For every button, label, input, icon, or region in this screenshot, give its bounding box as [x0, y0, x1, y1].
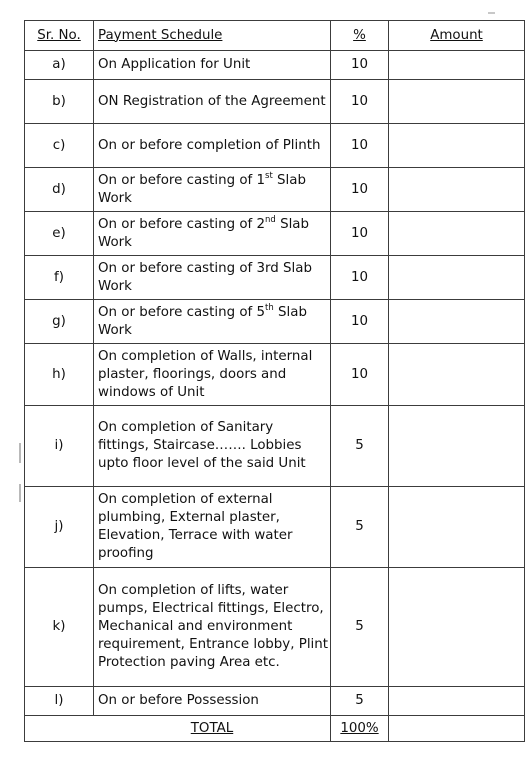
header-amount: Amount — [389, 21, 525, 51]
sr-cell: l) — [25, 687, 94, 716]
total-percent-cell — [331, 716, 389, 742]
header-payment-schedule: Payment Schedule — [94, 21, 331, 51]
description-text: On or before casting of 5 — [98, 304, 266, 320]
description-cell — [94, 168, 331, 212]
header-percent: % — [331, 21, 389, 51]
amount-cell — [389, 344, 525, 406]
table-row — [25, 344, 525, 406]
description-text: Slab Work — [98, 172, 306, 206]
table-row — [25, 300, 525, 344]
table-row — [25, 51, 525, 80]
description-cell: On or before Possession — [94, 687, 331, 716]
payment-schedule-table — [24, 20, 525, 742]
header-sr-no: Sr. No. — [25, 21, 94, 51]
percent-cell: 10 — [331, 124, 389, 168]
table-row — [25, 687, 525, 716]
percent-cell: 5 — [331, 487, 389, 568]
percent-cell: 10 — [331, 168, 389, 212]
percent-cell: 5 — [331, 406, 389, 487]
table-row — [25, 80, 525, 124]
percent-cell: 10 — [331, 212, 389, 256]
sr-cell: d) — [25, 168, 94, 212]
table-row — [25, 568, 525, 687]
scan-mark — [19, 443, 21, 463]
description-text: On or before casting of 1 — [98, 172, 266, 188]
total-label-cell — [25, 716, 331, 742]
amount-cell — [389, 80, 525, 124]
ordinal-suffix: th — [265, 302, 274, 313]
description-cell: On completion of external plumbing, External plaster, Elevation, Terrace with water proofing — [94, 487, 331, 568]
table-row — [25, 487, 525, 568]
table-row — [25, 256, 525, 300]
total-amount-cell — [389, 716, 525, 742]
table-row — [25, 406, 525, 487]
sr-cell: k) — [25, 568, 94, 687]
sr-cell: b) — [25, 80, 94, 124]
percent-cell: 5 — [331, 687, 389, 716]
sr-cell: i) — [25, 406, 94, 487]
amount-cell — [389, 168, 525, 212]
description-cell: On completion of lifts, water pumps, Electrical fittings, Electro, Mechanical and environment requirement, Entrance lobby, Plint Protection paving Area etc. — [94, 568, 331, 687]
percent-cell: 10 — [331, 256, 389, 300]
percent-cell: 10 — [331, 344, 389, 406]
sr-cell: g) — [25, 300, 94, 344]
description-cell: On or before completion of Plinth — [94, 124, 331, 168]
description-cell: On completion of Sanitary fittings, Staircase……. Lobbies upto floor level of the said Unit — [94, 406, 331, 487]
sr-cell: f) — [25, 256, 94, 300]
total-label: TOTAL — [190, 720, 234, 736]
table-row — [25, 168, 525, 212]
scan-mark — [19, 484, 21, 502]
percent-cell: 10 — [331, 51, 389, 80]
scan-mark — [488, 12, 495, 18]
table-header-row — [25, 21, 525, 51]
amount-cell — [389, 51, 525, 80]
sr-cell: e) — [25, 212, 94, 256]
amount-cell — [389, 212, 525, 256]
description-cell: On Application for Unit — [94, 51, 331, 80]
description-cell: ON Registration of the Agreement — [94, 80, 331, 124]
ordinal-suffix: nd — [265, 214, 276, 225]
description-cell — [94, 300, 331, 344]
description-cell — [94, 212, 331, 256]
description-text: On or before casting of 2 — [98, 216, 266, 232]
table-row — [25, 124, 525, 168]
percent-cell: 10 — [331, 300, 389, 344]
ordinal-suffix: st — [265, 170, 273, 181]
sr-cell: j) — [25, 487, 94, 568]
amount-cell — [389, 300, 525, 344]
amount-cell — [389, 256, 525, 300]
table-row — [25, 212, 525, 256]
description-cell: On completion of Walls, internal plaster, floorings, doors and windows of Unit — [94, 344, 331, 406]
description-text: Slab Work — [98, 216, 310, 250]
percent-cell: 5 — [331, 568, 389, 687]
total-percent: 100% — [340, 720, 379, 736]
sr-cell: c) — [25, 124, 94, 168]
amount-cell — [389, 487, 525, 568]
percent-cell: 10 — [331, 80, 389, 124]
amount-cell — [389, 124, 525, 168]
sr-cell: a) — [25, 51, 94, 80]
amount-cell — [389, 687, 525, 716]
description-text: Slab Work — [98, 304, 307, 338]
amount-cell — [389, 568, 525, 687]
sr-cell: h) — [25, 344, 94, 406]
description-cell: On or before casting of 3rd Slab Work — [94, 256, 331, 300]
total-row — [25, 716, 525, 742]
amount-cell — [389, 406, 525, 487]
